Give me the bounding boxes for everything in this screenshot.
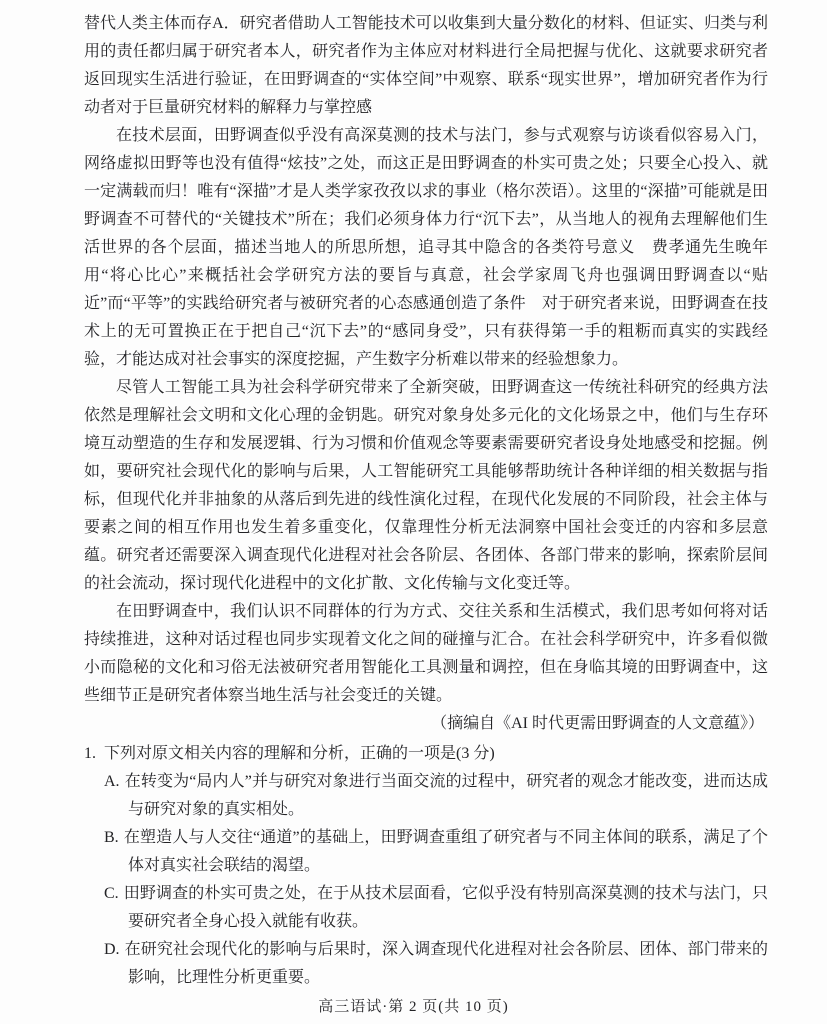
paragraph-ai-tools: 尽管人工智能工具为社会科学研究带来了全新突破，田野调查这一传统社科研究的经典方法依然是理解社会文明和文化心理的金钥匙。研究对象身处多元化的文化场景之中，他们与生存环境互动塑造的生存和发展逻辑、行为习惯和价值观念等要素需要研究者设身处地感受和挖掘。例如，要研究社会现代化的影响与后果，人工智能研究工具能够帮助统计各种详细的相关数据与指标，但现代化并非抽象的从落后到先进的线性演化过程，在现代化发展的不同阶段，社会主体与要素之间的相互作用也发生着多重变化，仅靠理性分析无法洞察中国社会变迁的内容和多层意蕴。研究者还需要深入调查现代化进程对社会各阶层、各团体、各部门带来的影响，探索阶层间的社会流动，探讨现代化进程中的文化扩散、文化传输与文化变迁等。 bbox=[84, 379, 768, 592]
option-c-label: C. bbox=[104, 885, 119, 902]
page-number-footer: 高三语试·第 2 页(共 10 页) bbox=[318, 999, 509, 1015]
option-d-text: 在研究社会现代化的影响与后果时，深入调查现代化进程对社会各阶层、团体、部门带来的影响，比理性分析更重要。 bbox=[124, 941, 768, 986]
option-a-label: A. bbox=[104, 773, 120, 790]
paragraph-technique: 在技术层面，田野调查似乎没有高深莫测的技术与法门，参与式观察与访谈看似容易入门，网络虚拟田野等也没有值得“炫技”之处，而这正是田野调查的朴实可贵之处；只要全心投入、就一定满载而归！唯有“深描”才是人类学家孜孜以求的事业（格尔茨语）。这里的“深描”可能就是田野调查不可替代的“关键技术”所在；我们必须身体力行“沉下去”，从当地人的视角去理解他们生活世界的各个层面，描述当地人的所思所想，追寻其中隐含的各类符号意义 费孝通先生晚年用“将心比心”来概括社会学研究方法的要旨与真意，社会学家周飞舟也强调田野调查以“贴近”而“平等”的实践给研究者与被研究者的心态感通创造了条件 对于研究者来说，田野调查在技术上的无可置换正在于把自己“沉下去”的“感同身受”，只有获得第一手的粗粝而真实的实践经验，才能达成对社会事实的深度挖掘，产生数字分析难以带来的经验想象力。 bbox=[84, 127, 768, 368]
paragraph-fieldwork-dialogue: 在田野调查中，我们认识不同群体的行为方式、交往关系和生活模式，我们思考如何将对话持续推进，这种对话过程也同步实现着文化之间的碰撞与汇合。在社会科学研究中，许多看似微小而隐秘的文化和习俗无法被研究者用智能化工具测量和调控，但在身临其境的田野调查中，这些细节正是研究者体察当地生活与社会变迁的关键。 bbox=[84, 603, 768, 704]
question-stem: 下列对原文相关内容的理解和分析，正确的一项是(3 分) bbox=[104, 745, 495, 762]
option-c-text: 田野调查的朴实可贵之处，在于从技术层面看，它似乎没有特别高深莫测的技术与法门，只要研究者全身心投入就能有收获。 bbox=[123, 885, 768, 930]
question-stem-row bbox=[84, 740, 768, 768]
option-d-label: D. bbox=[104, 941, 120, 958]
option-d bbox=[104, 936, 768, 992]
option-a-text: 在转变为“局内人”并与研究对象进行当面交流的过程中，研究者的观念才能改变，进而达成与研究对象的真实相处。 bbox=[124, 773, 768, 818]
option-a bbox=[104, 768, 768, 824]
option-b bbox=[104, 824, 768, 880]
question-1 bbox=[84, 740, 768, 992]
source-attribution: （摘编自《AI 时代更需田野调查的人文意蕴》） bbox=[431, 715, 764, 732]
question-number: 1. bbox=[84, 745, 96, 762]
paragraph-continuation: 替代人类主体而存A．研究者借助人工智能技术可以收集到大量分数化的材料、但证实、归类与利用的责任都归属于研究者本人，研究者作为主体应对材料进行全局把握与优化、这就要求研究者返回现实生活进行验证，在田野调查的“实体空间”中观察、联系“现实世界”，增加研究者作为行动者对于巨量研究材料的解释力与掌控感 bbox=[84, 15, 768, 116]
option-c bbox=[104, 880, 768, 936]
option-b-label: B. bbox=[104, 829, 119, 846]
body-text bbox=[84, 10, 768, 992]
option-b-text: 在塑造人与人交往“通道”的基础上，田野调查重组了研究者与不同主体间的联系，满足了个体对真实社会联结的渴望。 bbox=[123, 829, 768, 874]
